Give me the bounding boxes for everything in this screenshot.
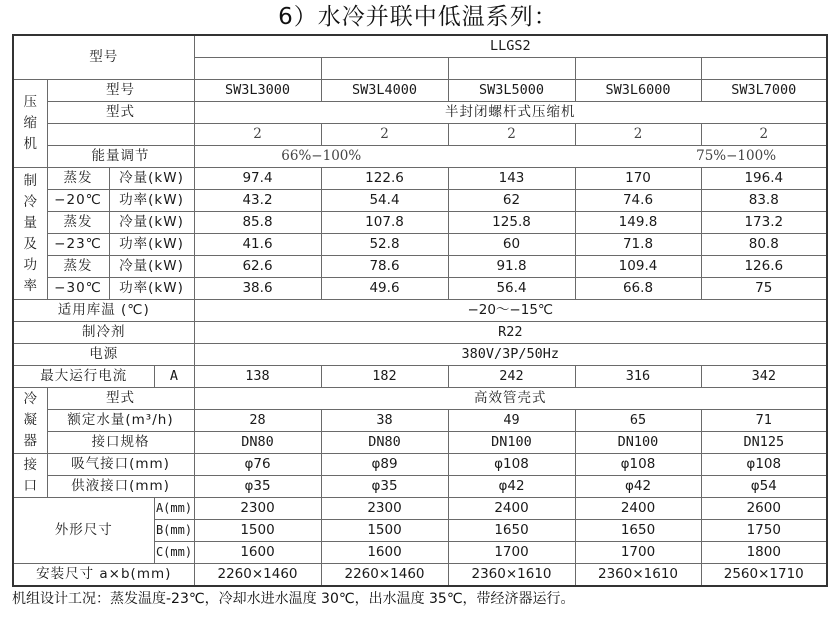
install-size-label: 安装尺寸 a×b(mm)	[13, 564, 194, 587]
cooling-value: 107.8	[321, 212, 448, 234]
power-label: 功率(kW)	[109, 234, 194, 256]
liquid-row	[13, 476, 827, 498]
dimension-c-value: 1700	[575, 542, 701, 564]
max-current-value: 342	[701, 366, 827, 388]
evap-temp: −20℃	[47, 190, 109, 212]
compressor-count: 2	[321, 124, 448, 146]
compressor-type-label: 型式	[47, 102, 194, 124]
install-size-value: 2360×1610	[448, 564, 575, 587]
series-name: LLGS2	[194, 35, 827, 58]
evap-label: 蒸发	[47, 256, 109, 278]
power-label: 功率(kW)	[109, 190, 194, 212]
cooling-value: 97.4	[194, 168, 321, 190]
dimension-c-value: 1600	[194, 542, 321, 564]
compressor-type-row	[13, 102, 827, 124]
suction-value: φ76	[194, 454, 321, 476]
compressor-count-label	[47, 124, 194, 146]
water-flow-value: 65	[575, 410, 701, 432]
evap-label: 蒸发	[47, 168, 109, 190]
model-header-label: 型号	[13, 35, 194, 80]
capacity-regulation-label: 能量调节	[47, 146, 194, 168]
power-supply-row	[13, 344, 827, 366]
cooling-value: 78.6	[321, 256, 448, 278]
dimension-a-value: 2400	[448, 498, 575, 520]
power-label: 功率(kW)	[109, 278, 194, 300]
perf-power-row	[13, 190, 827, 212]
condenser-connection-value: DN125	[701, 432, 827, 454]
power-value: 75	[701, 278, 827, 300]
perf-cooling-row	[13, 256, 827, 278]
compressor-model: SW3L3000	[194, 80, 321, 102]
perf-cooling-row	[13, 212, 827, 234]
blank-cell	[701, 58, 827, 80]
compressor-model: SW3L4000	[321, 80, 448, 102]
liquid-value: φ42	[448, 476, 575, 498]
water-flow-value: 38	[321, 410, 448, 432]
dimension-c-value: 1600	[321, 542, 448, 564]
water-flow-label: 额定水量(m³/h)	[47, 410, 194, 432]
dimension-c-label: C(mm)	[154, 542, 194, 564]
cooling-label: 冷量(kW)	[109, 256, 194, 278]
blank-cell	[575, 58, 701, 80]
compressor-model: SW3L6000	[575, 80, 701, 102]
compressor-count-row	[13, 124, 827, 146]
connections-group-label: 接口	[13, 454, 47, 498]
cooling-value: 122.6	[321, 168, 448, 190]
header-row	[13, 35, 827, 58]
suction-value: φ89	[321, 454, 448, 476]
cooling-value: 85.8	[194, 212, 321, 234]
power-value: 56.4	[448, 278, 575, 300]
condenser-connection-label: 接口规格	[47, 432, 194, 454]
dimension-a-value: 2300	[194, 498, 321, 520]
cooling-value: 125.8	[448, 212, 575, 234]
dimension-b-label: B(mm)	[154, 520, 194, 542]
compressor-type-value: 半封闭螺杆式压缩机	[194, 102, 827, 124]
condenser-type-row	[13, 388, 827, 410]
condenser-connection-value: DN80	[194, 432, 321, 454]
dimension-a-label: A(mm)	[154, 498, 194, 520]
install-size-value: 2260×1460	[321, 564, 448, 587]
dimension-a-value: 2600	[701, 498, 827, 520]
power-value: 80.8	[701, 234, 827, 256]
install-size-value: 2260×1460	[194, 564, 321, 587]
compressor-count: 2	[575, 124, 701, 146]
dimension-b-value: 1500	[194, 520, 321, 542]
compressor-model-label: 型号	[47, 80, 194, 102]
max-current-row	[13, 366, 827, 388]
perf-cooling-row	[13, 168, 827, 190]
room-temp-row	[13, 300, 827, 322]
power-supply-label: 电源	[13, 344, 194, 366]
suction-value: φ108	[575, 454, 701, 476]
condenser-group-label: 冷凝器	[13, 388, 47, 454]
performance-group-label: 制冷量及功率	[13, 168, 47, 300]
dimensions-group-label: 外形尺寸	[13, 498, 154, 564]
blank-cell	[194, 58, 321, 80]
water-flow-value: 71	[701, 410, 827, 432]
water-flow-value: 28	[194, 410, 321, 432]
power-value: 52.8	[321, 234, 448, 256]
liquid-label: 供液接口(mm)	[47, 476, 194, 498]
power-value: 41.6	[194, 234, 321, 256]
power-value: 83.8	[701, 190, 827, 212]
max-current-value: 316	[575, 366, 701, 388]
dimension-b-value: 1750	[701, 520, 827, 542]
compressor-model: SW3L5000	[448, 80, 575, 102]
perf-power-row	[13, 278, 827, 300]
liquid-value: φ42	[575, 476, 701, 498]
compressor-model: SW3L7000	[701, 80, 827, 102]
max-current-unit: A	[154, 366, 194, 388]
cooling-value: 143	[448, 168, 575, 190]
dimension-a-value: 2400	[575, 498, 701, 520]
compressor-group-label: 压缩机	[13, 80, 47, 168]
cooling-label: 冷量(kW)	[109, 212, 194, 234]
blank-cell	[448, 58, 575, 80]
compressor-count: 2	[701, 124, 827, 146]
max-current-label: 最大运行电流	[13, 366, 154, 388]
dimension-b-value: 1650	[575, 520, 701, 542]
condenser-type-label: 型式	[47, 388, 194, 410]
suction-value: φ108	[701, 454, 827, 476]
condenser-connection-value: DN100	[448, 432, 575, 454]
capacity-regulation-value: 75%−100%	[448, 146, 827, 168]
condenser-type-value: 高效管壳式	[194, 388, 827, 410]
capacity-regulation-value: 66%−100%	[194, 146, 448, 168]
suction-value: φ108	[448, 454, 575, 476]
evap-label: 蒸发	[47, 212, 109, 234]
power-value: 60	[448, 234, 575, 256]
condenser-connection-value: DN100	[575, 432, 701, 454]
dimension-a-value: 2300	[321, 498, 448, 520]
cooling-value: 62.6	[194, 256, 321, 278]
liquid-value: φ35	[321, 476, 448, 498]
refrigerant-value: R22	[194, 322, 827, 344]
condenser-connection-row	[13, 432, 827, 454]
power-value: 71.8	[575, 234, 701, 256]
blank-cell	[321, 58, 448, 80]
power-supply-value: 380V/3P/50Hz	[194, 344, 827, 366]
power-value: 62	[448, 190, 575, 212]
install-size-row	[13, 564, 827, 587]
dimension-a-row	[13, 498, 827, 520]
refrigerant-row	[13, 322, 827, 344]
suction-row	[13, 454, 827, 476]
page-title: 6）水冷并联中低温系列：	[278, 4, 558, 30]
condenser-connection-value: DN80	[321, 432, 448, 454]
power-value: 38.6	[194, 278, 321, 300]
capacity-regulation-row	[13, 146, 827, 168]
liquid-value: φ35	[194, 476, 321, 498]
cooling-value: 170	[575, 168, 701, 190]
install-size-value: 2560×1710	[701, 564, 827, 587]
compressor-count: 2	[194, 124, 321, 146]
cooling-value: 109.4	[575, 256, 701, 278]
compressor-model-row	[13, 80, 827, 102]
room-temp-label: 适用库温 (℃)	[13, 300, 194, 322]
water-flow-value: 49	[448, 410, 575, 432]
dimension-c-value: 1700	[448, 542, 575, 564]
cooling-value: 126.6	[701, 256, 827, 278]
install-size-value: 2360×1610	[575, 564, 701, 587]
evap-temp: −30℃	[47, 278, 109, 300]
refrigerant-label: 制冷剂	[13, 322, 194, 344]
compressor-count: 2	[448, 124, 575, 146]
power-value: 49.6	[321, 278, 448, 300]
max-current-value: 182	[321, 366, 448, 388]
cooling-value: 149.8	[575, 212, 701, 234]
cooling-value: 196.4	[701, 168, 827, 190]
design-conditions-note: 机组设计工况：蒸发温度-23℃，冷却水进水温度 30℃，出水温度 35℃，带经济器运行。	[12, 591, 575, 607]
power-value: 74.6	[575, 190, 701, 212]
suction-label: 吸气接口(mm)	[47, 454, 194, 476]
room-temp-value: −20～−15℃	[194, 300, 827, 322]
dimension-b-value: 1500	[321, 520, 448, 542]
max-current-value: 138	[194, 366, 321, 388]
liquid-value: φ54	[701, 476, 827, 498]
power-value: 54.4	[321, 190, 448, 212]
cooling-label: 冷量(kW)	[109, 168, 194, 190]
dimension-b-value: 1650	[448, 520, 575, 542]
max-current-value: 242	[448, 366, 575, 388]
cooling-value: 173.2	[701, 212, 827, 234]
cooling-value: 91.8	[448, 256, 575, 278]
power-value: 43.2	[194, 190, 321, 212]
power-value: 66.8	[575, 278, 701, 300]
spec-table	[12, 34, 828, 587]
evap-temp: −23℃	[47, 234, 109, 256]
perf-power-row	[13, 234, 827, 256]
water-flow-row	[13, 410, 827, 432]
dimension-c-value: 1800	[701, 542, 827, 564]
